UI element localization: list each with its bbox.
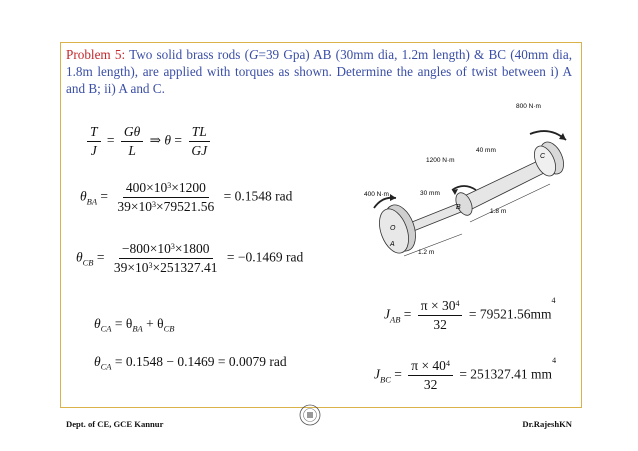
theta-ba-equation: $\theta_{BA}$ = $\frac{400\times 10^3\times 1200}{39\times 10^3\times 79521.56}$ = 0.1548 rad [80,180,293,214]
problem-statement: Problem 5: Two solid brass rods (G=39 Gpa) AB (30mm dia, 1.2m length) & BC (40mm dia, 1.8m length), are applied with torques as shown. Determine the angles of twist between i) A and B; ii) A and C. [66,47,572,96]
j-bc-equation: $J_{BC}$ = $\frac{\pi \times 40^4}{32}$ = 251327.41 $mm^4$ [374,356,557,392]
footer-right: Dr.RajeshKN [522,419,572,429]
point-c-label: C [540,153,546,160]
len-bc-label: 1.8 m [490,208,507,215]
point-b-label: B [456,204,461,211]
theta-ca-value: $\theta_{CA} = 0.1548 - 0.1469 = 0.0079$ rad [94,354,287,372]
problem-label: Problem 5: [66,47,126,62]
torsion-formula: $\frac{T}{J}$ = $\frac{G\theta}{L}$ ⇒ θ = $\frac{TL}{GJ}$ [84,124,213,159]
footer-left: Dept. of CE, GCE Kannur [66,419,164,429]
dia-ab-label: 30 mm [420,190,440,197]
len-ab-label: 1.2 m [418,249,435,256]
theta-ca-sum: $\theta_{CA} = \theta_{BA} + \theta_{CB}$ [94,316,175,334]
dia-bc-label: 40 mm [476,147,496,154]
torque-b-label: 1200 N·m [426,157,455,164]
torque-c-label: 800 N·m [516,103,541,110]
theta-cb-equation: $\theta_{CB}$ = $\frac{-800\times 10^3\times 1800}{39\times 10^3\times 251327.41}$ = −0.1469 rad [76,241,304,275]
j-ab-equation: $J_{AB}$ = $\frac{\pi \times 30^4}{32}$ = $79521.56mm^4$ [384,296,556,332]
point-o-label: O [390,225,396,232]
point-a-label: A [390,241,395,248]
college-seal-icon [299,404,321,426]
torque-a-label: 400 N·m [364,191,389,198]
shaft-diagram [352,98,572,278]
